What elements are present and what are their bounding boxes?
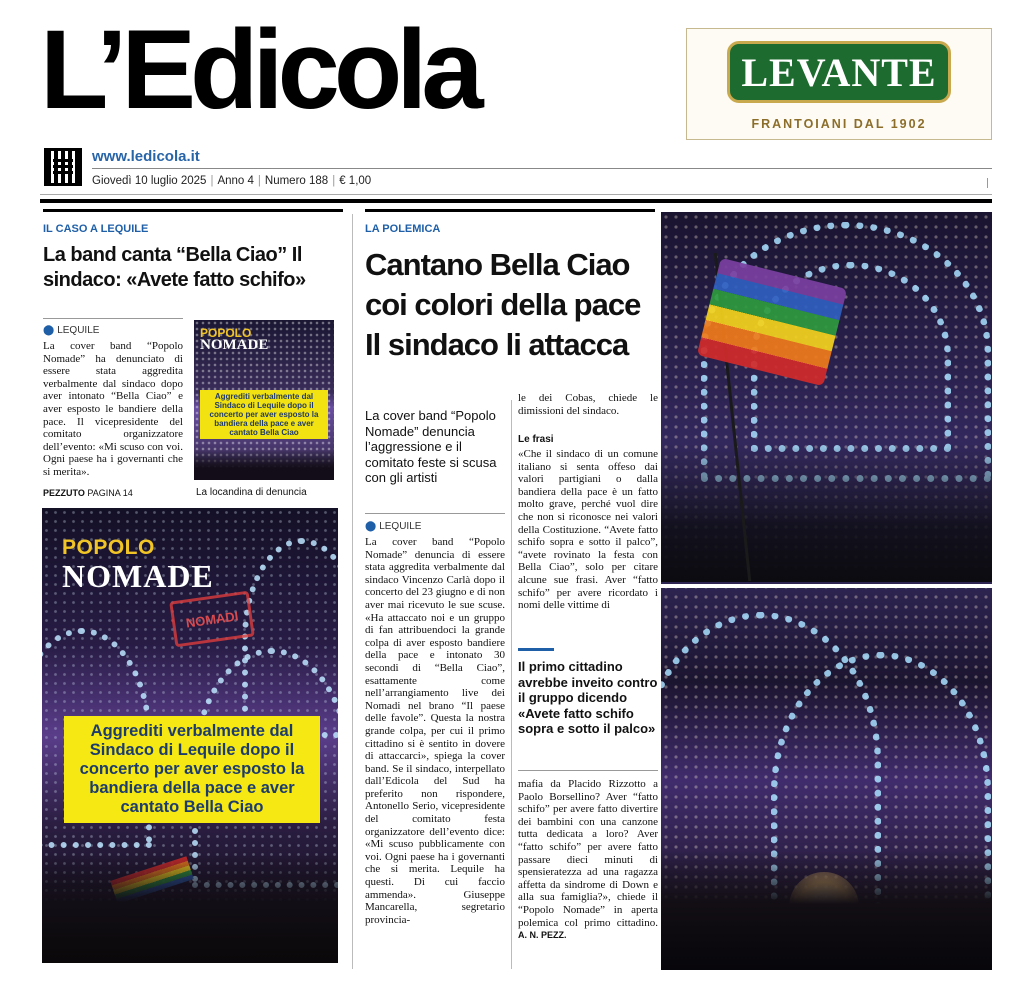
poster-stamp: NOMADI: [169, 591, 255, 648]
issue-line: [92, 175, 371, 187]
main-body-col2-top: le dei Cobas, chiede le dimissioni del sindaco.: [518, 392, 658, 417]
headline-line: Cantano Bella Ciao: [365, 247, 630, 282]
thumb-title-nomade: NOMADE: [200, 337, 269, 353]
map-pin-icon: ⬤: [43, 325, 55, 336]
column-divider: [352, 214, 353, 969]
issue-line-end-tick: [987, 178, 988, 188]
pull-quote-rule: [518, 770, 658, 771]
main-summary: La cover band “Popolo Nomade” denuncia l’aggressione e il comitato feste si scusa con gli artisti: [365, 408, 497, 485]
separator: |: [257, 175, 261, 187]
ref-author: PEZZUTO: [43, 488, 85, 498]
main-subhead: Le frasi: [518, 434, 554, 445]
thumb-caption: La locandina di denuncia: [196, 487, 307, 498]
main-body-col1: La cover band “Popolo Nomade” denuncia di essere stata aggredita verbalmente dal sindaco Vincenzo Carlà dopo il concerto del 23 giugno e di non aver mai ricevuto le sue scuse. «Ha attaccato noi e un gruppo di fan attribuendoci la grande colpa di aver esposto bandiere della pace e intonato 30 secondi di “Bella Ciao”, esattamente come nell’arrangiamento live dei Nomadi nel brano “Il paese delle favole”. Questa la nostra grande colpa, per cui il primo cittadino si è sentito in dovere di attaccarci», spiega la cover band. Se il sindaco, interpellato dall’Edicola del Sud ha preferito non rispondere, Antonello Serio, vicepresidente del comitato festa organizzatore dell’evento dice: «Mi scuso pubblicamente con voi. Ogni paese ha i governanti che si merita. Lequile ha questi. Di cui faccio ammenda». Giuseppe Mancarella, segretario provincia-: [365, 536, 505, 926]
pull-quote-text: Il primo cittadino avrebbe inveito contro il gruppo dicendo «Avete fatto schifo sopra e sotto il palco»: [518, 659, 658, 736]
festival-photo[interactable]: [661, 212, 992, 970]
main-headline[interactable]: [365, 245, 665, 365]
site-url-link[interactable]: www.ledicola.it: [92, 148, 200, 165]
issue-price: € 1,00: [339, 175, 372, 187]
main-body-col2-end: mafia da Placido Rizzotto a Paolo Borsellino? Aver “fatto schifo” per avere fatto divertire dei bambini con una canzone tutta dedicata a loro? Aver “fatto schifo” per avere fatto passare dieci minuti di spensieratezza ad una ragazza affetta da sindrome di Down e alla sua famiglia?», chiede il “Popolo Nomade” in aperta polemica col primo cittadino. A. N. PEZZ.: [518, 778, 658, 941]
poster-thumbnail[interactable]: [194, 320, 334, 480]
poster-title-nomade: NOMADE: [62, 558, 214, 594]
stage-shadow: [661, 442, 992, 582]
pull-quote: [518, 648, 658, 737]
main-dateline: ⬤ LEQUILE: [365, 521, 422, 532]
qr-code-icon: [44, 148, 82, 186]
headline-line: Il sindaco li attacca: [365, 327, 629, 362]
poster-title-popolo: POPOLO: [62, 536, 155, 559]
main-body-col2: «Che il sindaco di un comune italiano si senta offeso dai valori partigiani o dalla bandiera della pace è un fatto molto grave, perché vuol dire che non si riconosce nei valori della Costituzione. “Avete fatto schifo sopra e sotto il palco”, “avete rovinato la festa con Bella Ciao”, solo per citare alcune sue frasi. Aver “fatto schifo” per avere ricordato i nomi delle vittime di: [518, 448, 658, 612]
masthead-top-rule: [92, 168, 992, 169]
separator: |: [210, 175, 214, 187]
ad-brand: LEVANTE: [741, 49, 937, 95]
left-headline[interactable]: La band canta “Bella Ciao” Il sindaco: «Avete fatto schifo»: [43, 244, 306, 291]
column-divider: [511, 400, 512, 969]
map-pin-icon: ⬤: [365, 521, 377, 532]
left-body: La cover band “Popolo Nomade” ha denunciato di essere stata aggredita verbalmente dal sindaco dopo aver intonato “Bella Ciao” e aver esposto le bandiere della pace. Il vicepresidente del comitato organizzatore dell’evento: «Mi scuso con voi. Ogni paese ha i governanti che si merita».: [43, 340, 183, 478]
left-kicker: IL CASO A LEQUILE: [43, 223, 149, 235]
poster-crowd: [42, 853, 338, 963]
thumb-title-popolo: POPOLO: [200, 326, 252, 340]
left-column-rule: [43, 209, 343, 212]
levante-ad[interactable]: [686, 28, 992, 140]
main-kicker: LA POLEMICA: [365, 223, 441, 235]
main-rule: [365, 513, 505, 514]
photo-crowd: [661, 850, 992, 970]
signature: A. N. PEZZ.: [518, 930, 567, 941]
headline-line: coi colori della pace: [365, 287, 641, 322]
issue-anno: Anno 4: [217, 175, 254, 187]
thumb-crowd: [194, 450, 334, 480]
poster-band-text: Aggrediti verbalmente dal Sindaco di Lequile dopo il concerto per aver esposto la bandiera della pace e aver cantato Bella Ciao: [64, 716, 320, 823]
masthead-thick-rule: [40, 199, 992, 203]
left-dateline: ⬤ LEQUILE: [43, 325, 100, 336]
masthead-rule: [40, 194, 992, 195]
thumb-band-text: Aggrediti verbalmente dal Sindaco di Lequile dopo il concerto per aver esposto la bandiera della pace e aver cantato Bella Ciao: [200, 390, 328, 439]
masthead-title: L’Edicola: [40, 7, 478, 132]
left-rule: [43, 318, 183, 319]
middle-column-rule: [365, 209, 655, 212]
left-page-ref[interactable]: [43, 488, 133, 498]
issue-number: Numero 188: [264, 175, 329, 187]
levante-logo: [727, 41, 951, 103]
pull-quote-bar: [518, 648, 554, 651]
issue-date: Giovedì 10 luglio 2025: [92, 175, 207, 187]
photo-split: [661, 584, 992, 588]
poster-image[interactable]: [42, 508, 338, 963]
separator: |: [332, 175, 336, 187]
ref-page: PAGINA 14: [87, 488, 133, 498]
ad-tagline: FRANTOIANI DAL 1902: [751, 117, 927, 131]
